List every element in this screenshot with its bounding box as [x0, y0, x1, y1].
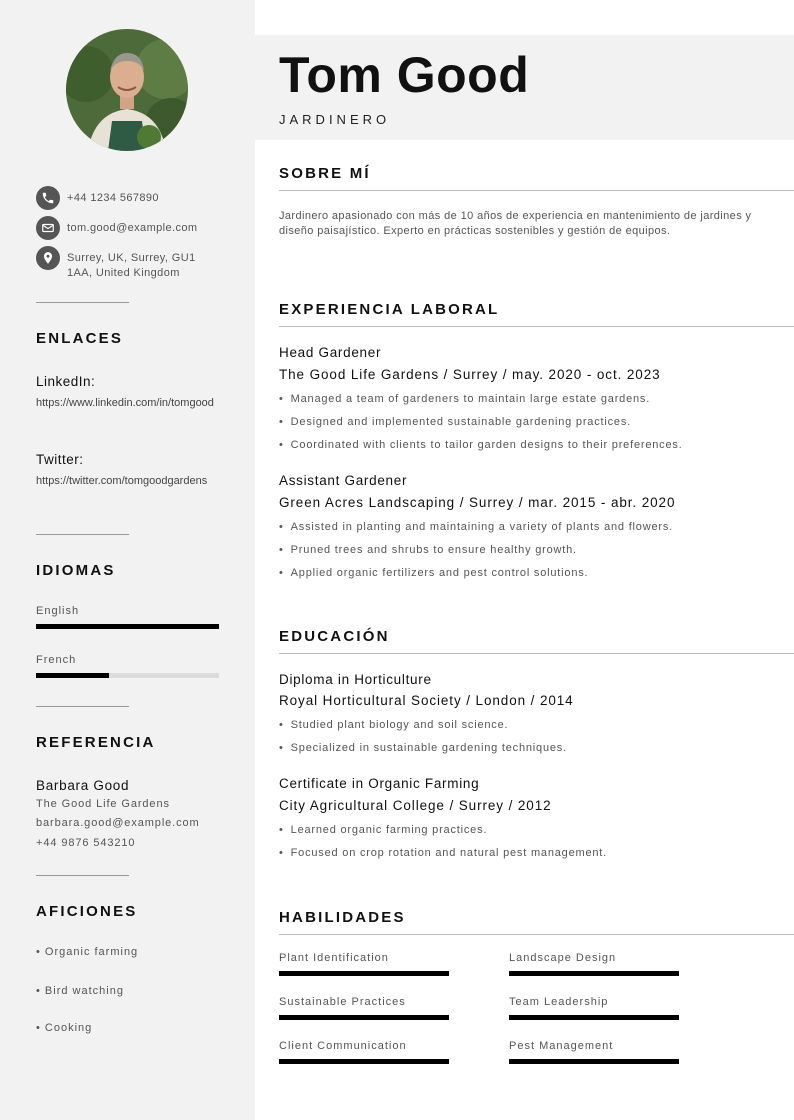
sidebar-divider [36, 302, 129, 303]
education-subtitle: Royal Horticultural Society / London / 2014 [279, 693, 574, 708]
phone-text: +44 1234 567890 [67, 192, 159, 204]
section-rule [279, 934, 794, 935]
reference-name: Barbara Good [36, 778, 130, 793]
about-text: Jardinero apasionado con más de 10 años de experiencia en mantenimiento de jardines y diseño paisajístico. Experto en prácticas sostenibles y gestión de equipos. [279, 210, 752, 237]
skill-name: Pest Management [509, 1040, 614, 1052]
education-bullet: • Specialized in sustainable gardening techniques. [279, 742, 567, 754]
skill-name: Plant Identification [279, 952, 389, 964]
education-bullet: • Studied plant biology and soil science. [279, 719, 508, 731]
skill-bar [509, 971, 679, 976]
linkedin-label: LinkedIn: [36, 374, 96, 389]
twitter-url[interactable]: https://twitter.com/tomgoodgardens [36, 475, 208, 487]
skill-name: Team Leadership [509, 996, 609, 1008]
contact-phone [36, 191, 212, 210]
language-level-bar [36, 624, 219, 629]
language-level-fill [36, 673, 109, 678]
twitter-label: Twitter: [36, 452, 84, 467]
contact-address [36, 251, 212, 281]
profile-photo [66, 29, 188, 151]
job-subtitle: Green Acres Landscaping / Surrey / mar. 2015 - abr. 2020 [279, 495, 676, 510]
languages-heading: IDIOMAS [36, 562, 116, 579]
job-bullet: • Pruned trees and shrubs to ensure healthy growth. [279, 544, 577, 556]
contact-email [36, 221, 212, 240]
person-name: Tom Good [279, 47, 530, 103]
education-title: Certificate in Organic Farming [279, 776, 480, 791]
section-rule [279, 190, 794, 191]
hobbies-heading: AFICIONES [36, 903, 138, 920]
sidebar-divider [36, 534, 129, 535]
skill-name: Client Communication [279, 1040, 407, 1052]
job-bullet: • Applied organic fertilizers and pest control solutions. [279, 567, 588, 579]
language-name: English [36, 605, 80, 617]
reference-company: The Good Life Gardens [36, 798, 170, 810]
job-bullet: • Managed a team of gardeners to maintain large estate gardens. [279, 393, 650, 405]
job-bullet: • Assisted in planting and maintaining a variety of plants and flowers. [279, 521, 673, 533]
job-bullet: • Coordinated with clients to tailor garden designs to their preferences. [279, 439, 683, 451]
linkedin-url[interactable]: https://www.linkedin.com/in/tomgood [36, 397, 214, 409]
skills-heading: HABILIDADES [279, 909, 406, 926]
job-bullet: • Designed and implemented sustainable gardening practices. [279, 416, 631, 428]
skill-bar [509, 1015, 679, 1020]
skill-bar [279, 1015, 449, 1020]
education-subtitle: City Agricultural College / Surrey / 2012 [279, 798, 552, 813]
hobby-item: • Organic farming [36, 946, 139, 958]
education-title: Diploma in Horticulture [279, 672, 432, 687]
section-rule [279, 326, 794, 327]
phone-icon [36, 186, 60, 210]
person-role: JARDINERO [279, 112, 391, 127]
job-title: Head Gardener [279, 345, 382, 360]
education-bullet: • Learned organic farming practices. [279, 824, 487, 836]
mail-icon [36, 216, 60, 240]
address-text: Surrey, UK, Surrey, GU1 1AA, United Kingdom [67, 252, 196, 279]
education-heading: EDUCACIÓN [279, 628, 390, 645]
about-heading: SOBRE MÍ [279, 165, 371, 182]
hobby-item: • Bird watching [36, 985, 124, 997]
job-title: Assistant Gardener [279, 473, 408, 488]
experience-heading: EXPERIENCIA LABORAL [279, 301, 500, 318]
language-name: French [36, 654, 77, 666]
education-bullet: • Focused on crop rotation and natural pest management. [279, 847, 607, 859]
sidebar-divider [36, 706, 129, 707]
skill-bar [279, 1059, 449, 1064]
sidebar-divider [36, 875, 129, 876]
skill-bar [509, 1059, 679, 1064]
section-rule [279, 653, 794, 654]
location-pin-icon [36, 246, 60, 270]
reference-phone: +44 9876 543210 [36, 837, 136, 849]
skill-name: Sustainable Practices [279, 996, 406, 1008]
hobby-item: • Cooking [36, 1022, 93, 1034]
job-subtitle: The Good Life Gardens / Surrey / may. 2020 - oct. 2023 [279, 367, 661, 382]
reference-heading: REFERENCIA [36, 734, 156, 751]
reference-email: barbara.good@example.com [36, 817, 200, 829]
skill-name: Landscape Design [509, 952, 617, 964]
language-level-bar [36, 673, 219, 678]
links-heading: ENLACES [36, 330, 124, 347]
skill-bar [279, 971, 449, 976]
email-text: tom.good@example.com [67, 222, 198, 234]
language-level-fill [36, 624, 219, 629]
